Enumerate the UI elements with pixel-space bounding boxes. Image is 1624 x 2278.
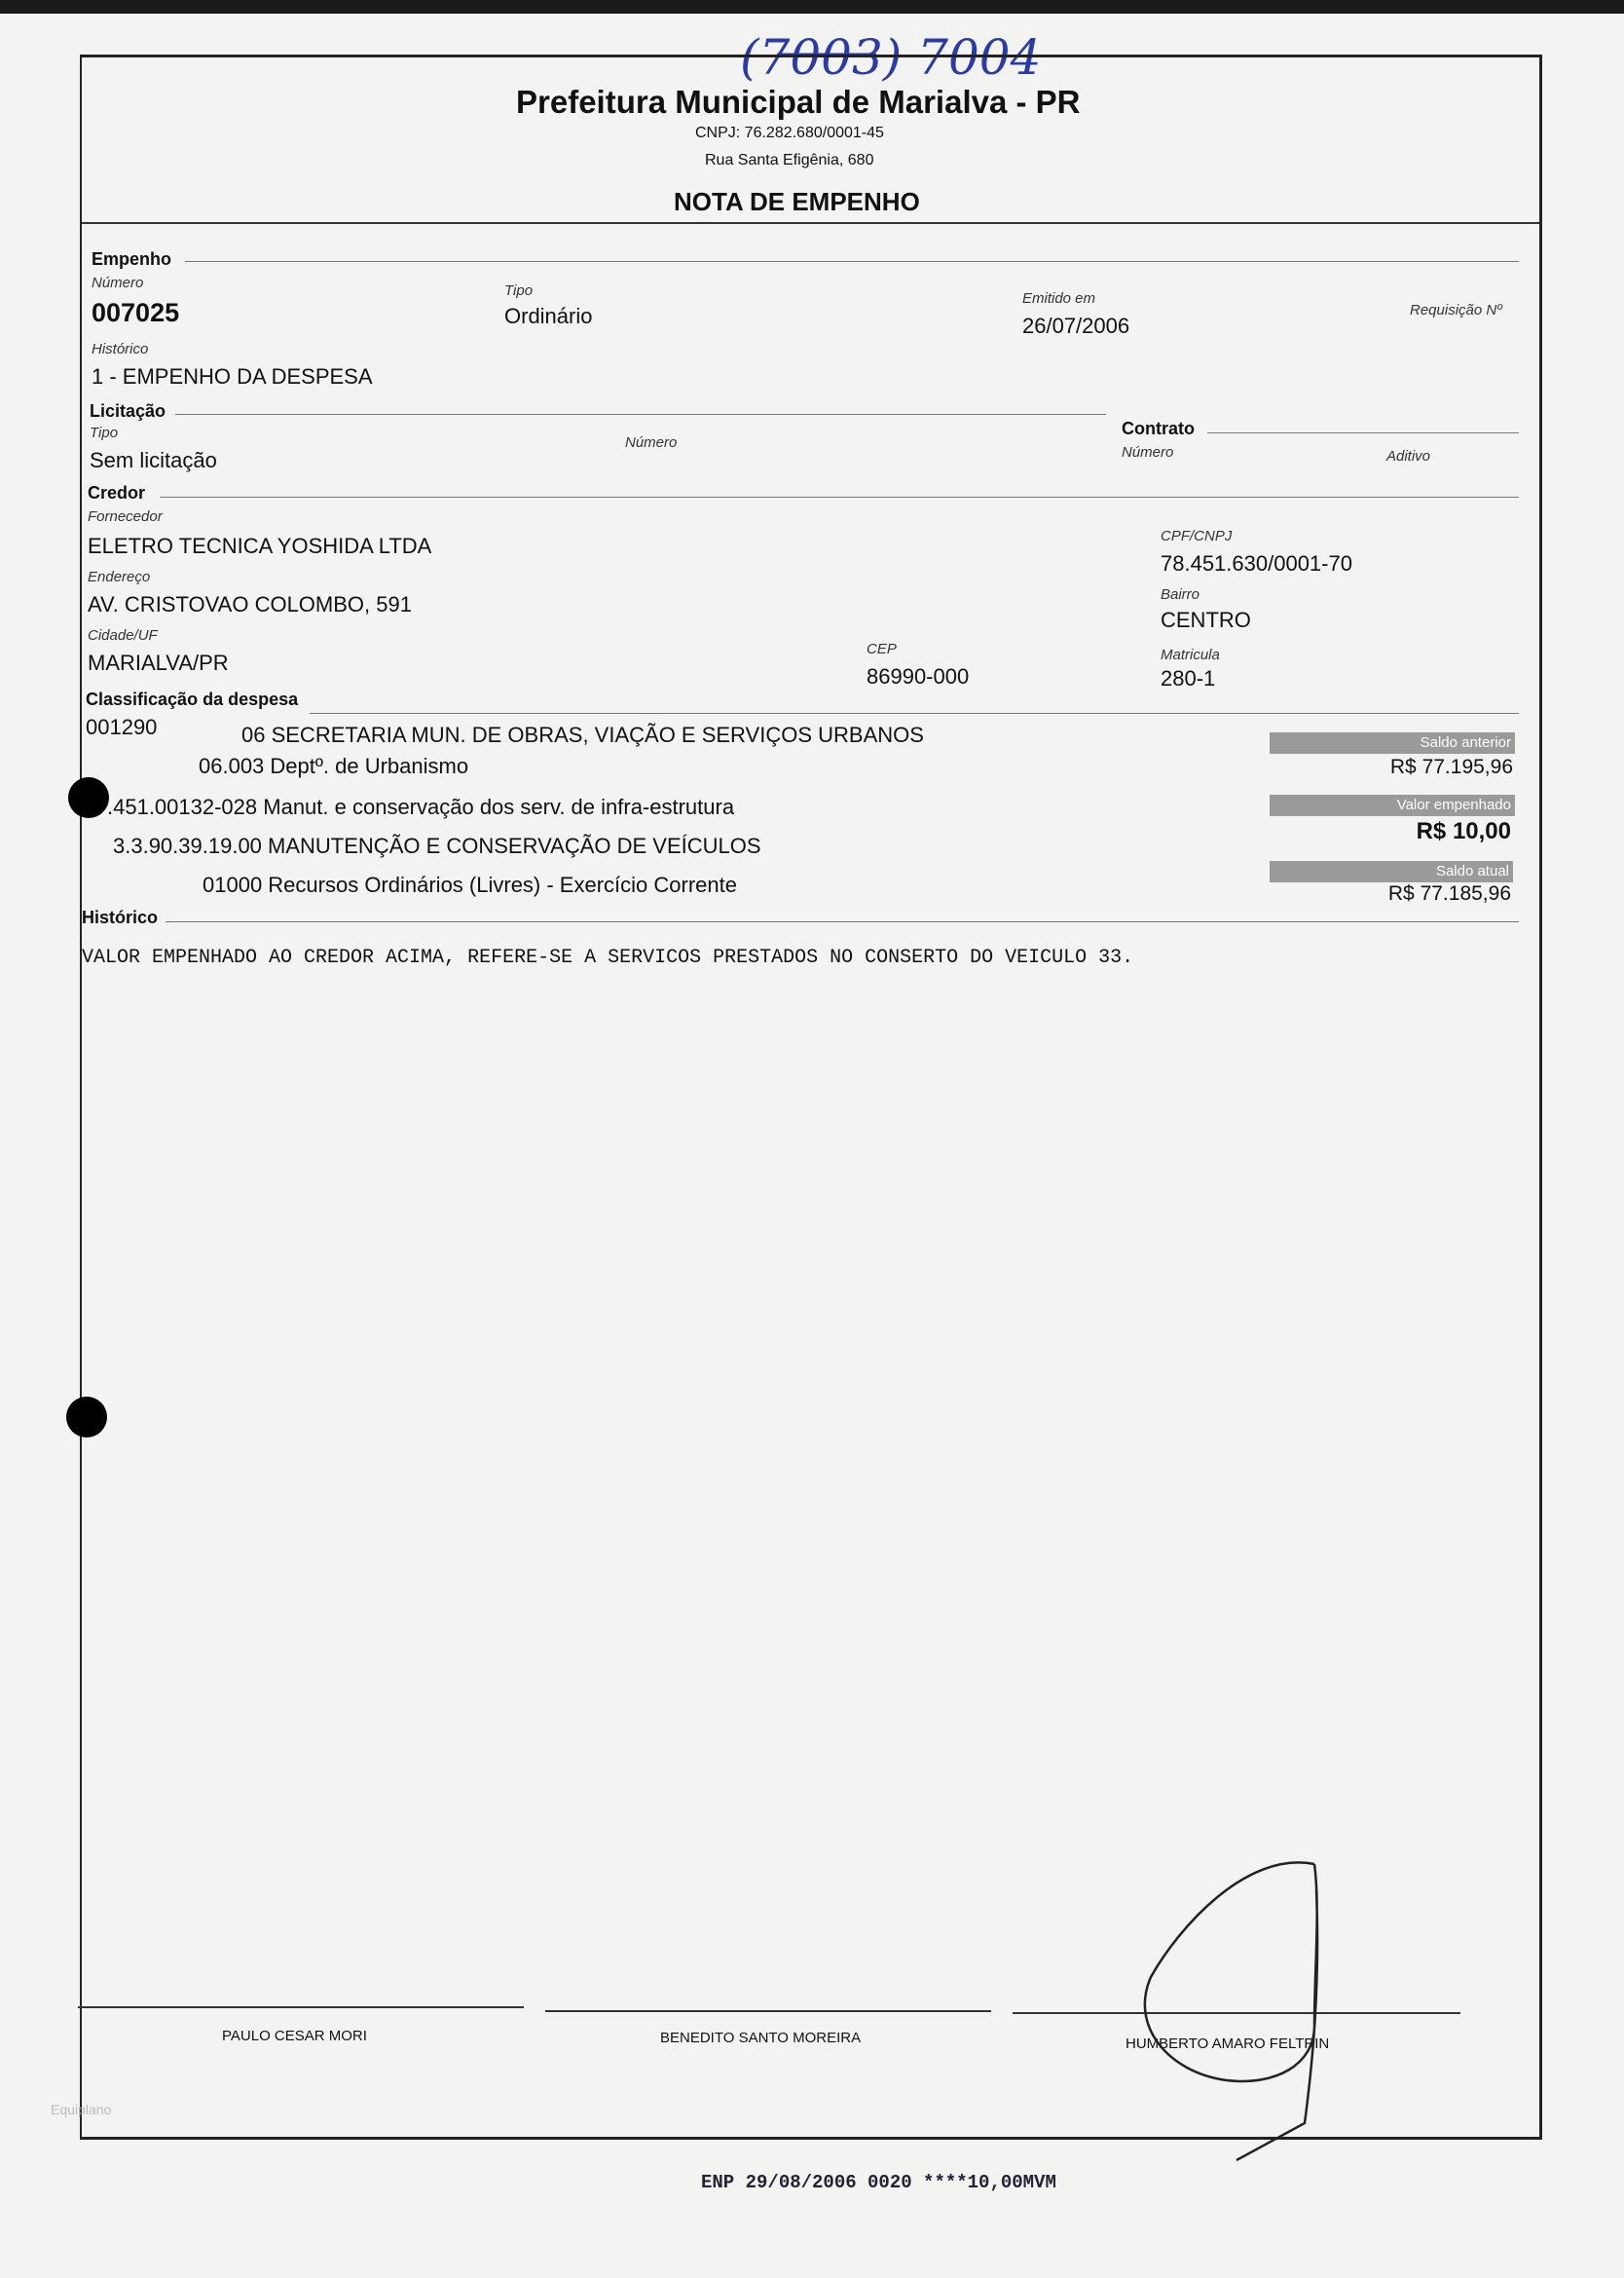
licitacao-section: Licitação xyxy=(90,401,166,421)
endereco-value: AV. CRISTOVAO COLOMBO, 591 xyxy=(88,592,412,616)
contrato-numero-label: Número xyxy=(1122,444,1174,461)
punch-hole xyxy=(68,777,109,818)
header-cnpj: CNPJ: 76.282.680/0001-45 xyxy=(695,125,884,141)
cidade-value: MARIALVA/PR xyxy=(88,651,229,675)
empenho-historico-label: Histórico xyxy=(92,341,149,357)
classificacao-line-3: .451.00132-028 Manut. e conservação dos serv. de infra-estrutura xyxy=(107,795,735,819)
licitacao-tipo: Sem licitação xyxy=(90,448,217,472)
empenho-numero: 007025 xyxy=(92,298,180,327)
emitido-label: Emitido em xyxy=(1022,290,1096,307)
saldo-atual-label: Saldo atual xyxy=(1270,861,1513,882)
empenho-rule xyxy=(185,261,1519,262)
contrato-section: Contrato xyxy=(1122,419,1195,438)
handwritten-signature xyxy=(1129,1850,1363,2162)
matricula-label: Matricula xyxy=(1161,647,1220,663)
header-address: Rua Santa Efigênia, 680 xyxy=(705,152,874,168)
matricula-value: 280-1 xyxy=(1161,666,1216,691)
header-divider xyxy=(82,222,1539,224)
classificacao-rule xyxy=(310,713,1519,714)
signature-name-3: HUMBERTO AMARO FELTRIN xyxy=(1126,2035,1330,2052)
cidade-label: Cidade/UF xyxy=(88,627,158,644)
header-title: Prefeitura Municipal de Marialva - PR xyxy=(516,84,1081,120)
saldo-anterior-value: R$ 77.195,96 xyxy=(1389,756,1513,778)
signature-line-1 xyxy=(78,2006,524,2008)
cpf-cnpj-value: 78.451.630/0001-70 xyxy=(1161,551,1352,576)
licitacao-numero-label: Número xyxy=(625,434,678,451)
fornecedor-name: ELETRO TECNICA YOSHIDA LTDA xyxy=(88,534,432,558)
endereco-label: Endereço xyxy=(88,569,151,585)
classificacao-line-5: 01000 Recursos Ordinários (Livres) - Exercício Corrente xyxy=(203,873,737,897)
credor-rule xyxy=(160,497,1519,498)
historico-section: Histórico xyxy=(82,908,159,927)
fornecedor-label: Fornecedor xyxy=(88,508,163,525)
saldo-atual-value: R$ 77.185,96 xyxy=(1387,882,1511,905)
bairro-label: Bairro xyxy=(1161,586,1200,603)
classificacao-line-4: 3.3.90.39.19.00 MANUTENÇÃO E CONSERVAÇÃO DE VEÍCULOS xyxy=(113,834,761,858)
classificacao-line-1: 06 SECRETARIA MUN. DE OBRAS, VIAÇÃO E SERVIÇOS URBANOS xyxy=(241,723,924,747)
document-title: NOTA DE EMPENHO xyxy=(674,187,920,216)
empenho-historico: 1 - EMPENHO DA DESPESA xyxy=(92,364,373,389)
bairro-value: CENTRO xyxy=(1161,608,1251,632)
valor-empenhado-label: Valor empenhado xyxy=(1270,795,1515,816)
signature-name-2: BENEDITO SANTO MOREIRA xyxy=(660,2030,862,2046)
stamp: ENP 29/08/2006 0020 ****10,00MVM xyxy=(701,2172,1056,2193)
classificacao-section: Classificação da despesa xyxy=(86,690,299,709)
emitido-date: 26/07/2006 xyxy=(1022,314,1130,338)
empenho-numero-label: Número xyxy=(92,275,144,291)
credor-section: Credor xyxy=(88,483,146,503)
valor-empenhado-value: R$ 10,00 xyxy=(1416,818,1511,844)
empenho-tipo: Ordinário xyxy=(504,304,593,328)
requisicao-label: Requisição Nº xyxy=(1410,302,1502,318)
classificacao-code: 001290 xyxy=(86,715,158,739)
contrato-aditivo-label: Aditivo xyxy=(1386,448,1431,465)
punch-hole xyxy=(66,1397,107,1438)
licitacao-rule xyxy=(175,414,1106,415)
footer-brand: Equiplano xyxy=(51,2102,112,2117)
saldo-anterior-label: Saldo anterior xyxy=(1270,732,1515,754)
cpf-cnpj-label: CPF/CNPJ xyxy=(1161,528,1233,544)
handwritten-note-text: (7003) 7004 xyxy=(740,29,1042,86)
classificacao-line-2: 06.003 Deptº. de Urbanismo xyxy=(199,754,469,778)
signature-line-2 xyxy=(545,2010,991,2012)
licitacao-tipo-label: Tipo xyxy=(90,425,119,441)
empenho-tipo-label: Tipo xyxy=(504,282,534,299)
contrato-rule xyxy=(1207,432,1519,433)
historico-rule xyxy=(166,921,1519,922)
signature-name-1: PAULO CESAR MORI xyxy=(222,2028,367,2044)
scan-top-edge xyxy=(0,0,1624,14)
empenho-section: Empenho xyxy=(92,249,172,269)
cep-value: 86990-000 xyxy=(867,664,970,689)
historico-text: VALOR EMPENHADO AO CREDOR ACIMA, REFERE-SE A SERVICOS PRESTADOS NO CONSERTO DO VEICULO 33. xyxy=(82,947,1134,969)
cep-label: CEP xyxy=(867,641,897,657)
